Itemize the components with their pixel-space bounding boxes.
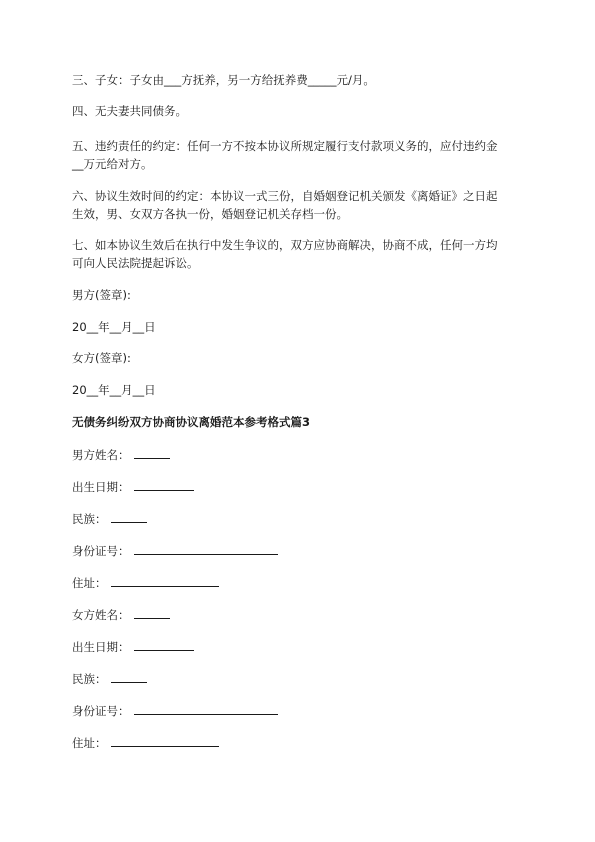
female-id-blank	[134, 703, 278, 715]
clause-dispute-line1: 七、如本协议生效后在执行中发生争议的，双方应协商解决，协商不成，任何一方均	[72, 238, 498, 252]
female-signature: 女方(签章):	[72, 351, 131, 365]
female-birth-field	[72, 639, 194, 654]
female-name-label: 女方姓名：	[72, 608, 130, 622]
male-name-label: 男方姓名：	[72, 448, 130, 462]
male-id-field	[72, 543, 278, 558]
male-ethnic-field	[72, 511, 147, 526]
clause-breach-line2: __万元给对方。	[72, 157, 153, 171]
female-ethnic-field	[72, 671, 147, 686]
male-addr-blank	[111, 575, 219, 587]
female-id-label: 身份证号：	[72, 704, 130, 718]
clause-dispute-line2: 可向人民法院提起诉讼。	[72, 256, 199, 270]
date-line-1: 20__年__月__日	[72, 320, 156, 334]
male-name-blank	[134, 447, 170, 459]
male-birth-label: 出生日期：	[72, 480, 130, 494]
clause-no-debt: 四、无夫妻共同债务。	[72, 104, 187, 118]
clause-breach-line1: 五、违约责任的约定：任何一方不按本协议所规定履行支付款项义务的，应付违约金	[72, 139, 498, 153]
female-ethnic-blank	[111, 671, 147, 683]
male-birth-field	[72, 479, 194, 494]
male-addr-label: 住址：	[72, 576, 107, 590]
section-title: 无债务纠纷双方协商协议离婚范本参考格式篇3	[72, 415, 310, 429]
male-ethnic-blank	[111, 511, 147, 523]
female-id-field	[72, 703, 278, 718]
male-signature: 男方(签章):	[72, 288, 131, 302]
female-ethnic-label: 民族：	[72, 672, 107, 686]
clause-effective-line1: 六、协议生效时间的约定：本协议一式三份，自婚姻登记机关颁发《离婚证》之日起	[72, 189, 498, 203]
female-addr-blank	[111, 735, 219, 747]
male-addr-field	[72, 575, 219, 590]
clause-effective-line2: 生效，男、女双方各执一份，婚姻登记机关存档一份。	[72, 207, 348, 221]
clause-children: 三、子女：子女由___方抚养，另一方给抚养费_____元/月。	[72, 73, 375, 87]
female-birth-label: 出生日期：	[72, 640, 130, 654]
female-name-field	[72, 607, 170, 622]
female-addr-label: 住址：	[72, 736, 107, 750]
female-birth-blank	[134, 639, 194, 651]
male-id-blank	[134, 543, 278, 555]
date-line-2: 20__年__月__日	[72, 383, 156, 397]
female-name-blank	[134, 607, 170, 619]
male-id-label: 身份证号：	[72, 544, 130, 558]
male-ethnic-label: 民族：	[72, 512, 107, 526]
male-name-field	[72, 447, 170, 462]
female-addr-field	[72, 735, 219, 750]
male-birth-blank	[134, 479, 194, 491]
